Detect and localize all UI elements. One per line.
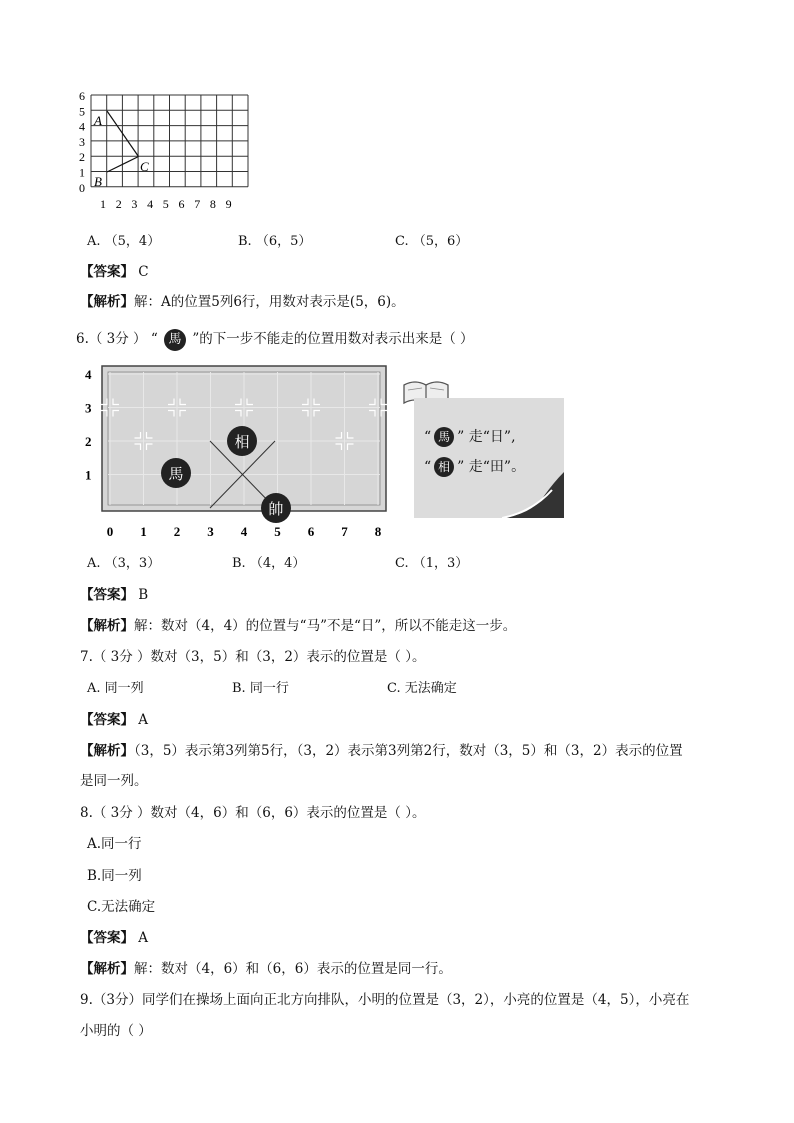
- grid-y-tick-label: 6: [79, 89, 85, 103]
- q6-stem: [76, 327, 474, 351]
- q6-stem-post: ”的下一步不能走的位置用数对表示出来是（ ）: [192, 331, 474, 347]
- grid-x-tick-label: 3: [131, 197, 138, 211]
- answer-label: 【答案】: [80, 264, 134, 280]
- explain-text: 解：A的位置5列6行，用数对表示是(5，6)。: [134, 294, 405, 310]
- explain-label: 【解析】: [80, 961, 134, 977]
- grid-x-tick-label: 1: [100, 197, 106, 211]
- q6-option-a: A. （3，3）: [87, 556, 161, 571]
- chess-board-figure: [80, 360, 390, 542]
- answer-label: 【答案】: [80, 712, 134, 728]
- q9-stem-line-1: 9.（3分）同学们在操场上面向正北方向排队，小明的位置是（3，2），小亮的位置是（4，5），小亮在: [80, 992, 690, 1008]
- board-y-tick-label: 3: [85, 400, 92, 416]
- grid-x-tick-label: 7: [194, 197, 201, 211]
- rule-elephant-piece-icon: 相: [434, 457, 454, 477]
- q7-option-b: B. 同一行: [232, 681, 289, 696]
- knight-piece-icon: 馬: [164, 329, 186, 351]
- svg-text:相: 相: [234, 433, 250, 451]
- q7-stem: 7.（ 3分 ）数对（3，5）和（3，2）表示的位置是（ ）。: [80, 649, 426, 665]
- card-corner-curl: [502, 472, 564, 518]
- grid-y-tick-label: 4: [79, 119, 85, 134]
- answer-label: 【答案】: [80, 930, 134, 946]
- point-b-label: B: [94, 174, 102, 189]
- q8-answer: [80, 926, 148, 946]
- explain-text: （3，5）表示第3列第5行，（3，2）表示第3列第2行，数对（3，5）和（3，2）表示的位置: [134, 743, 683, 759]
- q6-option-b: B. （4，4）: [232, 556, 306, 571]
- answer-value: A: [138, 712, 149, 728]
- q5-option-b: B. （6，5）: [238, 234, 312, 249]
- rule-horse-piece-icon: 馬: [434, 427, 454, 447]
- point-a-label: A: [94, 113, 102, 128]
- board-x-tick-label: 2: [173, 524, 181, 539]
- answer-value: C: [138, 264, 149, 280]
- board-x-tick-label: 5: [274, 524, 281, 539]
- answer-value: B: [138, 587, 149, 603]
- q5-answer: [80, 260, 149, 280]
- grid-x-tick-label: 4: [147, 197, 154, 211]
- grid-y-tick-label: 1: [79, 165, 85, 180]
- board-x-tick-label: 7: [341, 524, 348, 539]
- q5-option-c: C. （5，6）: [395, 234, 469, 249]
- q5-explanation: [80, 290, 405, 310]
- answer-label: 【答案】: [80, 587, 134, 603]
- grid-y-tick-label: 3: [79, 134, 85, 149]
- board-x-tick-label: 1: [140, 524, 147, 539]
- q7-explanation-line-1: [80, 739, 683, 759]
- q9-stem-line-2: 小明的（ ）: [80, 1023, 152, 1039]
- q8-option-c: C.无法确定: [87, 899, 156, 915]
- grid-x-tick-label: 6: [178, 197, 185, 211]
- explain-text: 解：数对（4，6）和（6，6）表示的位置是同一行。: [134, 961, 452, 977]
- point-c-label: C: [140, 159, 149, 174]
- explain-label: 【解析】: [80, 294, 134, 310]
- board-x-tick-label: 3: [207, 524, 214, 539]
- answer-value: A: [138, 930, 149, 946]
- svg-text:馬: 馬: [168, 465, 184, 483]
- q5-option-a: A. （5，4）: [87, 234, 161, 249]
- grid-x-tick-label: 2: [115, 197, 122, 211]
- explain-label: 【解析】: [80, 743, 134, 759]
- svg-text:帥: 帥: [268, 500, 284, 518]
- q6-explanation: [80, 614, 516, 634]
- q7-explanation-line-2: 是同一列。: [80, 773, 148, 789]
- grid-x-tick-label: 9: [225, 197, 232, 211]
- q7-option-c: C. 无法确定: [387, 681, 457, 696]
- board-x-tick-label: 6: [307, 524, 315, 539]
- grid-x-tick-label: 8: [209, 197, 216, 211]
- general-piece-icon: [261, 493, 291, 523]
- coordinate-grid-figure: [72, 84, 252, 214]
- q6-option-c: C. （1，3）: [395, 556, 469, 571]
- board-x-tick-label: 0: [106, 524, 114, 539]
- q8-stem: 8.（ 3分 ）数对（4，6）和（6，6）表示的位置是（ ）。: [80, 805, 426, 821]
- horse-piece-icon: [161, 458, 191, 488]
- grid-y-tick-label: 5: [79, 104, 85, 119]
- board-y-tick-label: 2: [85, 434, 92, 449]
- board-y-tick-label: 4: [85, 367, 92, 382]
- rule-horse-line: “ 馬 ” 走“日”,: [424, 429, 516, 445]
- q8-explanation: [80, 957, 452, 977]
- q7-answer: [80, 708, 148, 728]
- q8-option-a: A.同一行: [87, 836, 142, 852]
- rule-elephant-line: “ 相 ” 走“田”。: [424, 459, 526, 475]
- q7-option-a: A. 同一列: [87, 681, 144, 696]
- rule-callout-card: [414, 398, 564, 518]
- explain-label: 【解析】: [80, 618, 134, 634]
- grid-y-tick-label: 0: [79, 180, 85, 195]
- board-x-tick-label: 8: [374, 524, 382, 539]
- q8-option-b: B.同一列: [87, 868, 142, 884]
- board-y-tick-label: 1: [85, 467, 92, 483]
- grid-y-tick-label: 2: [79, 150, 85, 165]
- q6-answer: [80, 583, 148, 603]
- q6-stem-pre: 6.（ 3分 ） “: [76, 331, 158, 347]
- explain-text: 解：数对（4，4）的位置与“马”不是“日”，所以不能走这一步。: [134, 618, 517, 634]
- board-x-tick-label: 4: [240, 524, 248, 539]
- elephant-piece-icon: [227, 426, 257, 456]
- grid-x-tick-label: 5: [162, 197, 169, 211]
